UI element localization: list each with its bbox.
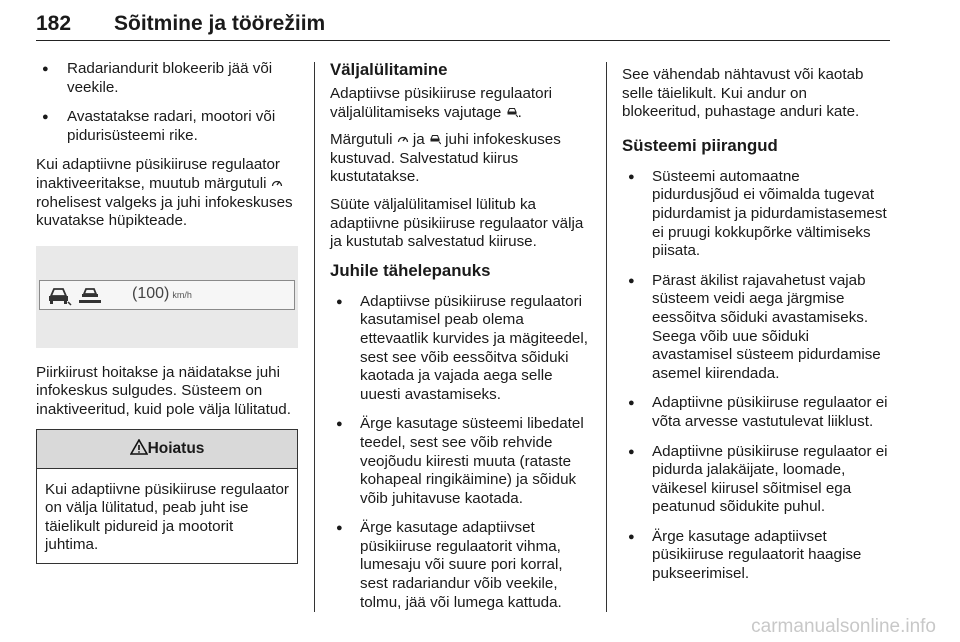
bullet-list bbox=[330, 293, 594, 613]
column-middle bbox=[330, 60, 594, 623]
page-number: 182 bbox=[36, 12, 72, 35]
list-item: ● Ärge kasutage adaptiivset püsikiiruse regulaatorit haagise pukseerimisel. bbox=[622, 528, 888, 584]
section-heading: Väljalülitamine bbox=[330, 60, 448, 79]
warning-header bbox=[37, 430, 297, 469]
display-readout bbox=[39, 280, 295, 310]
car-radar-icon bbox=[46, 284, 72, 306]
car-radar-icon bbox=[429, 133, 441, 145]
section-heading: Juhile tähelepanuks bbox=[330, 260, 491, 280]
paragraph: Piirkiirust hoitakse ja näidatakse juhi infokeskus sulgudes. Süsteem on inaktiveeritud, kuid pole välja lülitatud. bbox=[36, 363, 291, 418]
following-distance-icon bbox=[78, 286, 102, 304]
column-divider bbox=[314, 62, 315, 612]
page-header bbox=[36, 6, 890, 41]
warning-triangle-icon bbox=[130, 439, 148, 455]
list-item: ● Adaptiivse püsikiiruse regulaatori kasutamisel peab olema ettevaatlik kurvides ja mägiteedel, sest see võib eessõitva sõiduki kaotada ja vajada aega selle uuesti avastamiseks. bbox=[330, 293, 594, 405]
section-heading: Süsteemi piirangud bbox=[622, 135, 778, 155]
column-right bbox=[622, 66, 888, 595]
list-item: ● Adaptiivne püsikiiruse regulaator ei pidurda jalakäijate, loomade, väikesel kiirusel sõitmisel ega peatunud sõidukite puhul. bbox=[622, 443, 888, 517]
list-item: ● Pärast äkilist rajavahetust vajab süsteem veidi aega järgmise eessõitva sõiduki avastamiseks. Seega võib uue sõiduki avastamisel süsteem pidurdamise asemel kiirendada. bbox=[622, 272, 888, 384]
warning-box bbox=[36, 429, 298, 564]
paragraph: Kui adaptiivne püsikiiruse regulaator inaktiveeritakse, muutub märgutuli rohelisest valgeks ja juhi infokeskuses kuvatakse hüpikteade. bbox=[36, 156, 293, 230]
list-item: ● Süsteemi automaatne pidurdusjõud ei võimalda tugevat pidurdamist ja pidurdamistasemest ei pruugi kokkupõrke vältimiseks piisata. bbox=[622, 168, 888, 261]
speedometer-gauge-icon bbox=[271, 177, 283, 189]
list-item: ● Ärge kasutage adaptiivset püsikiiruse regulaatorit vihma, lumesaju või suure pori korral, sest radariandur võib veekile, tolmu, jää või lumega kattuda. bbox=[330, 519, 594, 612]
list-item: ● Radariandurit blokeerib jää või veekile. bbox=[36, 60, 298, 97]
bullet-list bbox=[622, 168, 888, 584]
speedometer-gauge-icon bbox=[397, 133, 409, 145]
warning-body: Kui adaptiivne püsikiiruse regulaator on välja lülitatud, peab juht ise täielikult pidureid ja mootorit juhtima. bbox=[45, 480, 289, 554]
watermark: carmanualsonline.info bbox=[751, 616, 936, 637]
car-radar-icon bbox=[506, 106, 518, 118]
set-speed-readout: (100) km/h bbox=[132, 284, 192, 302]
page-title: Sõitmine ja töörežiim bbox=[114, 12, 326, 35]
column-left bbox=[36, 60, 298, 564]
list-item: ● Avastatakse radari, mootori või pidurisüsteemi rike. bbox=[36, 108, 298, 145]
list-item: ● Adaptiivne püsikiiruse regulaator ei võta arvesse vastutulevat liiklust. bbox=[622, 394, 888, 431]
paragraph: Märgutuli ja juhi infokeskuses kustuvad. Salvestatud kiirus kustutatakse. bbox=[330, 131, 561, 186]
display-screen-image bbox=[36, 246, 298, 348]
bullet-list bbox=[36, 60, 298, 145]
speed-unit: km/h bbox=[172, 289, 192, 300]
list-item: ● Ärge kasutage süsteemi libedatel teedel, sest see võib rehvide veojõudu kiiresti muuta (rataste kohapeal ringikäimine) ja sõiduk võib juhitavuse kaotada. bbox=[330, 415, 594, 508]
column-divider bbox=[606, 62, 607, 612]
paragraph: See vähendab nähtavust või kaotab selle täielikult. Kui andur on blokeeritud, puhastage anduri kate. bbox=[622, 66, 864, 121]
warning-title: Hoiatus bbox=[147, 439, 205, 457]
paragraph: Süüte väljalülitamisel lülitub ka adaptiivne püsikiiruse regulaator välja ja kustutab salvestatud kiiruse. bbox=[330, 195, 584, 251]
paragraph: Adaptiivse püsikiiruse regulaatori väljalülitamiseks vajutage . bbox=[330, 85, 553, 121]
